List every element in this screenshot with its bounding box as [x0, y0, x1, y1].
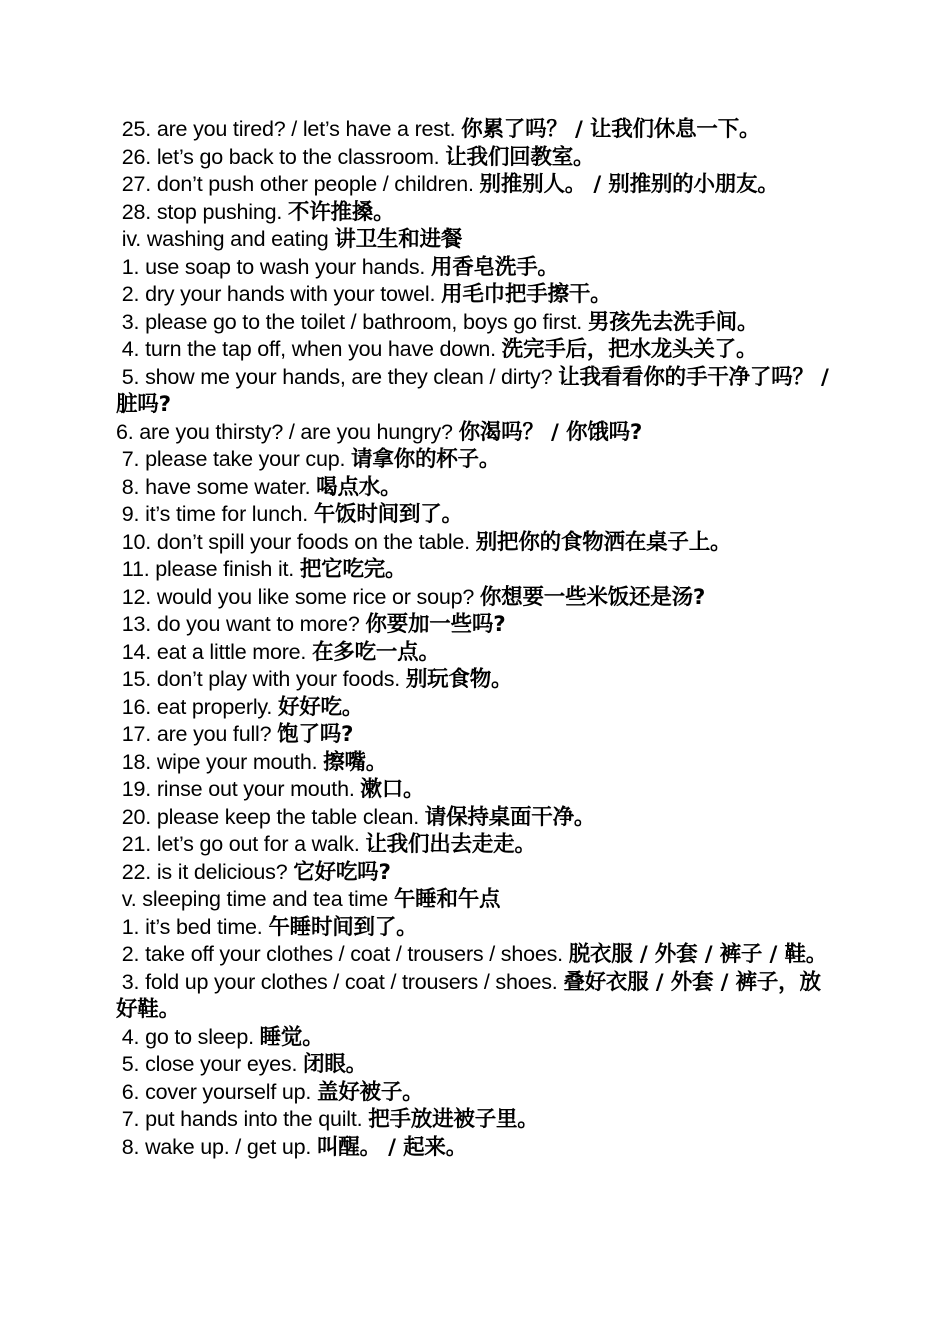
- english-phrase: 10. don’t spill your foods on the table.: [116, 529, 476, 554]
- chinese-translation: 喝点水。: [316, 474, 402, 500]
- english-phrase: 7. put hands into the quilt.: [116, 1107, 369, 1131]
- phrase-line: [116, 556, 836, 584]
- chinese-translation: 用毛巾把手擦干。: [441, 282, 612, 307]
- english-phrase: 3. fold up your clothes / coat / trousers / shoes.: [116, 969, 564, 994]
- phrase-line: [116, 336, 836, 364]
- english-phrase: 22. is it delicious?: [116, 859, 294, 884]
- english-phrase: 2. take off your clothes / coat / trousers / shoes.: [116, 942, 569, 966]
- chinese-translation: 午饭时间到了。: [313, 502, 463, 527]
- chinese-translation: 睡觉。: [259, 1024, 324, 1050]
- chinese-translation: 你累了吗？ / 让我们休息一下。: [461, 117, 761, 142]
- english-phrase: 3. please go to the toilet / bathroom, boys go first.: [116, 309, 588, 334]
- chinese-translation: 把手放进被子里。: [368, 1107, 539, 1132]
- phrase-line: [116, 1079, 836, 1107]
- phrase-line: [116, 529, 836, 557]
- chinese-translation: 你要加一些吗?: [365, 612, 506, 637]
- chinese-translation: 叠好衣服 / 外套 / 裤子，放好鞋。: [116, 969, 821, 1022]
- chinese-translation: 别玩食物。: [405, 667, 513, 692]
- chinese-translation: 讲卫生和进餐: [334, 227, 463, 252]
- english-phrase: 8. wake up. / get up.: [116, 1134, 317, 1159]
- phrase-line: [116, 941, 836, 969]
- english-phrase: 8. have some water.: [116, 474, 317, 499]
- chinese-translation: 脱衣服 / 外套 / 裤子 / 鞋。: [568, 942, 828, 967]
- chinese-translation: 擦嘴。: [323, 749, 388, 775]
- english-phrase: 27. don’t push other people / children.: [116, 172, 480, 196]
- chinese-translation: 男孩先去洗手间。: [587, 309, 759, 335]
- english-phrase: 6. cover yourself up.: [116, 1079, 317, 1104]
- english-phrase: v. sleeping time and tea time: [116, 887, 394, 911]
- english-phrase: 2. dry your hands with your towel.: [116, 282, 442, 306]
- chinese-translation: 闭眼。: [303, 1052, 367, 1077]
- english-phrase: 1. it’s bed time.: [116, 914, 269, 939]
- chinese-translation: 洗完手后，把水龙头关了。: [501, 337, 758, 362]
- phrase-line: [116, 1051, 836, 1079]
- phrase-line: [116, 281, 836, 309]
- chinese-translation: 让我们出去走走。: [365, 832, 536, 857]
- phrase-line: [116, 859, 836, 887]
- phrase-line: [116, 1024, 836, 1052]
- english-phrase: 28. stop pushing.: [116, 199, 288, 224]
- phrase-line: [116, 639, 836, 667]
- english-phrase: 13. do you want to more?: [116, 612, 366, 636]
- english-phrase: 26. let’s go back to the classroom.: [116, 144, 446, 169]
- english-phrase: 4. go to sleep.: [116, 1024, 260, 1049]
- chinese-translation: 饱了吗?: [277, 722, 354, 747]
- chinese-translation: 漱口。: [360, 777, 425, 802]
- phrase-line: [116, 804, 836, 832]
- english-phrase: 5. close your eyes.: [116, 1052, 304, 1076]
- phrase-line: [116, 446, 836, 474]
- chinese-translation: 把它吃完。: [299, 557, 407, 582]
- phrase-line: [116, 474, 836, 502]
- english-phrase: 19. rinse out your mouth.: [116, 777, 361, 801]
- phrase-line: [116, 694, 836, 722]
- phrase-line: [116, 666, 836, 694]
- phrase-line: [116, 584, 836, 612]
- chinese-translation: 不许推搡。: [287, 199, 395, 225]
- english-phrase: 1. use soap to wash your hands.: [116, 254, 431, 279]
- chinese-translation: 它好吃吗?: [293, 859, 391, 885]
- english-phrase: 11. please finish it.: [116, 557, 300, 581]
- phrase-line: [116, 721, 836, 749]
- english-phrase: 14. eat a little more.: [116, 639, 312, 664]
- chinese-translation: 让我们回教室。: [445, 144, 595, 170]
- chinese-translation: 请保持桌面干净。: [424, 804, 596, 830]
- phrase-line: [116, 749, 836, 777]
- english-phrase: 25. are you tired? / let’s have a rest.: [116, 117, 462, 141]
- chinese-translation: 午睡时间到了。: [268, 914, 418, 940]
- phrase-line: [116, 171, 836, 199]
- phrase-line: [116, 1106, 836, 1134]
- chinese-translation: 请拿你的杯子。: [351, 447, 501, 472]
- chinese-translation: 别推别人。 / 别推别的小朋友。: [479, 172, 779, 197]
- chinese-translation: 盖好被子。: [316, 1079, 424, 1105]
- english-phrase: 15. don’t play with your foods.: [116, 667, 406, 691]
- chinese-translation: 你渴吗？ / 你饿吗?: [458, 419, 643, 445]
- english-phrase: iv. washing and eating: [116, 227, 335, 251]
- phrase-line: [116, 1134, 836, 1162]
- phrase-line: [116, 254, 836, 282]
- chinese-translation: 午睡和午点: [393, 887, 501, 912]
- phrase-line: [116, 199, 836, 227]
- chinese-translation: 你想要一些米饭还是汤?: [479, 584, 706, 610]
- english-phrase: 5. show me your hands, are they clean / dirty?: [116, 364, 559, 389]
- english-phrase: 6. are you thirsty? / are you hungry?: [116, 419, 459, 444]
- chinese-translation: 用香皂洗手。: [430, 254, 559, 280]
- chinese-translation: 在多吃一点。: [311, 639, 440, 665]
- phrase-line: [116, 116, 836, 144]
- chinese-translation: 好好吃。: [277, 694, 364, 720]
- chinese-translation: 让我看看你的手干净了吗？ / 脏吗?: [116, 364, 836, 417]
- phrase-line: [116, 776, 836, 804]
- phrase-line: [116, 226, 836, 254]
- phrase-line: [116, 501, 836, 529]
- english-phrase: 7. please take your cup.: [116, 447, 352, 471]
- english-phrase: 4. turn the tap off, when you have down.: [116, 337, 502, 361]
- phrase-line: [116, 831, 836, 859]
- phrase-line: [116, 419, 836, 447]
- phrase-line: [116, 886, 836, 914]
- phrase-line: [116, 364, 836, 419]
- english-phrase: 12. would you like some rice or soup?: [116, 584, 480, 609]
- english-phrase: 21. let’s go out for a walk.: [116, 832, 366, 856]
- english-phrase: 9. it’s time for lunch.: [116, 502, 314, 526]
- phrase-line: [116, 144, 836, 172]
- chinese-translation: 叫醒。 / 起来。: [316, 1134, 468, 1160]
- document-body: [116, 116, 836, 1161]
- phrase-line: [116, 969, 836, 1024]
- english-phrase: 20. please keep the table clean.: [116, 804, 425, 829]
- english-phrase: 16. eat properly.: [116, 694, 278, 719]
- phrase-line: [116, 309, 836, 337]
- english-phrase: 17. are you full?: [116, 722, 278, 746]
- phrase-line: [116, 611, 836, 639]
- phrase-line: [116, 914, 836, 942]
- english-phrase: 18. wipe your mouth.: [116, 749, 324, 774]
- chinese-translation: 别把你的食物洒在桌子上。: [475, 529, 732, 555]
